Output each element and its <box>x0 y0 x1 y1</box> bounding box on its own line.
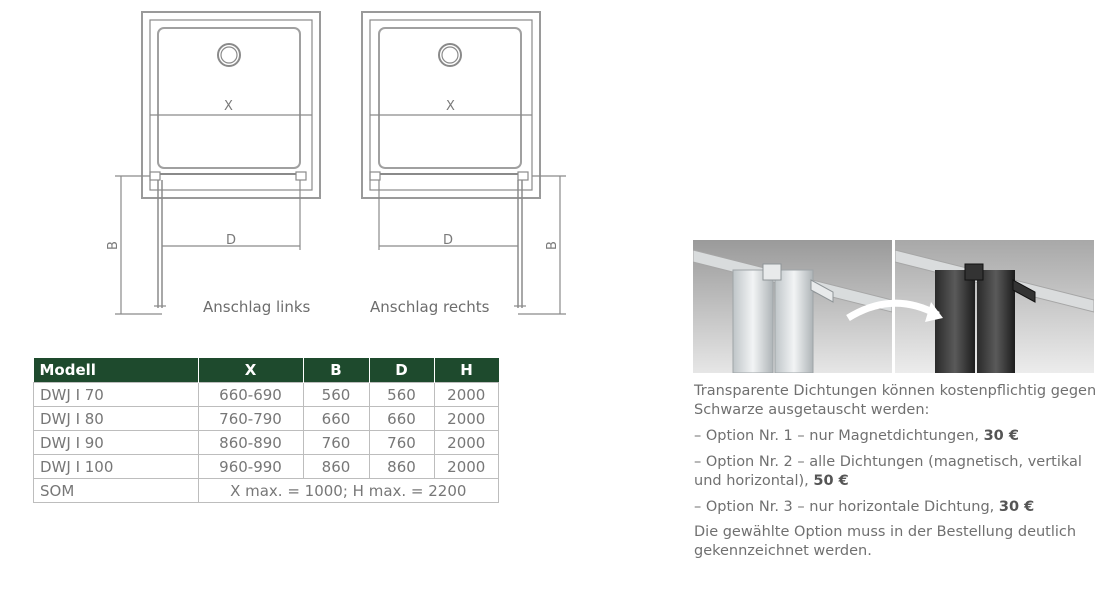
cell-b: 860 <box>303 455 369 479</box>
cell-x: 860-890 <box>198 431 303 455</box>
table-row <box>34 455 499 479</box>
cell-d: 760 <box>369 431 434 455</box>
option-2-price: 50 € <box>813 473 849 489</box>
option-2-text: – Option Nr. 2 – alle Dichtungen (magnetisch, vertikal und horizontal), <box>694 454 1082 489</box>
plan-right <box>362 12 566 314</box>
col-header-h: H <box>434 358 499 383</box>
option-3 <box>694 498 1104 517</box>
cell-som-value: X max. = 1000; H max. = 2200 <box>198 479 499 503</box>
cell-som-label: SOM <box>34 479 199 503</box>
option-3-text: – Option Nr. 3 – nur horizontale Dichtung, <box>694 499 999 515</box>
cell-h: 2000 <box>434 431 499 455</box>
table-row <box>34 407 499 431</box>
option-1-price: 30 € <box>983 428 1019 444</box>
cell-x: 760-790 <box>198 407 303 431</box>
col-header-x: X <box>198 358 303 383</box>
seal-comparison-image <box>693 240 1094 373</box>
col-header-b: B <box>303 358 369 383</box>
label-d-right: D <box>443 233 454 248</box>
cell-h: 2000 <box>434 383 499 407</box>
option-3-price: 30 € <box>998 499 1035 515</box>
option-1 <box>694 427 1104 446</box>
option-1-text: – Option Nr. 1 – nur Magnetdichtungen, <box>694 428 984 444</box>
cell-b: 560 <box>303 383 369 407</box>
cell-x: 960-990 <box>198 455 303 479</box>
transparent-seal-photo <box>693 240 892 373</box>
cell-b: 760 <box>303 431 369 455</box>
col-header-modell: Modell <box>34 358 199 383</box>
cell-d: 560 <box>369 383 434 407</box>
cell-modell: DWJ I 100 <box>34 455 199 479</box>
seal-intro-text: Transparente Dichtungen können kostenpflichtig gegen Schwarze ausgetauscht werden: <box>694 383 1097 418</box>
table-row <box>34 431 499 455</box>
order-note: Die gewählte Option muss in der Bestellung deutlich gekennzeichnet werden. <box>694 524 1077 559</box>
cell-h: 2000 <box>434 455 499 479</box>
shower-plan-drawing <box>100 0 580 330</box>
table-row <box>34 383 499 407</box>
dimensions-table <box>33 358 499 503</box>
table-row-som <box>34 479 499 503</box>
label-d-left: D <box>226 233 237 248</box>
cell-b: 660 <box>303 407 369 431</box>
cell-modell: DWJ I 70 <box>34 383 199 407</box>
table-header-row <box>34 358 499 383</box>
cell-modell: DWJ I 80 <box>34 407 199 431</box>
label-x-left: X <box>224 99 233 114</box>
option-2 <box>694 453 1094 491</box>
plan-left <box>115 12 320 314</box>
label-b-right: B <box>545 241 560 250</box>
cell-d: 860 <box>369 455 434 479</box>
cell-d: 660 <box>369 407 434 431</box>
cell-x: 660-690 <box>198 383 303 407</box>
cell-h: 2000 <box>434 407 499 431</box>
caption-anschlag-rechts: Anschlag rechts <box>370 298 490 316</box>
label-x-right: X <box>446 99 455 114</box>
cell-modell: DWJ I 90 <box>34 431 199 455</box>
caption-anschlag-links: Anschlag links <box>203 298 311 316</box>
col-header-d: D <box>369 358 434 383</box>
label-b-left: B <box>106 241 121 250</box>
